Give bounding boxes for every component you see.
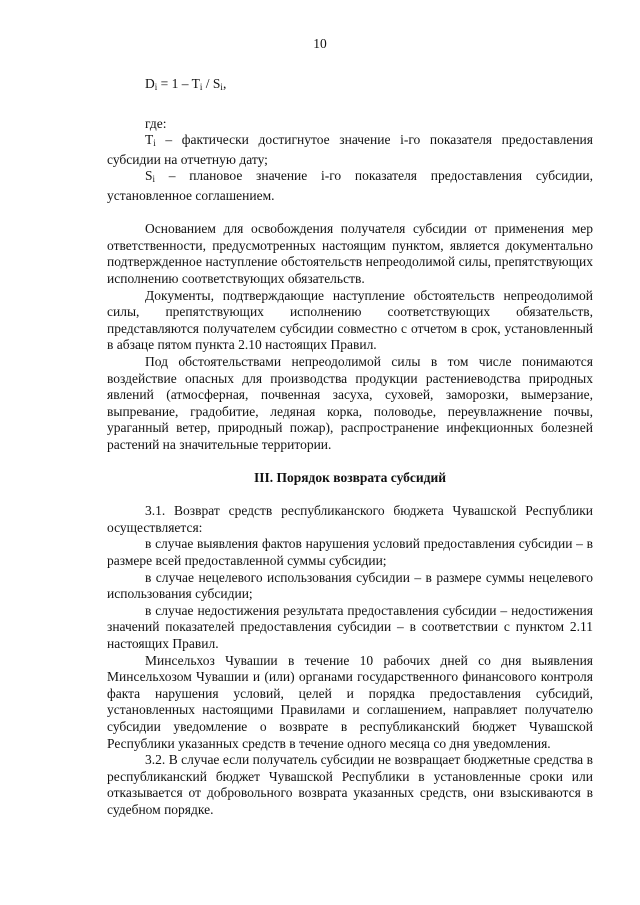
section-heading: III. Порядок возврата субсидий bbox=[253, 470, 447, 486]
symbol-subscript: i bbox=[152, 174, 156, 185]
spacer bbox=[107, 487, 593, 504]
formula-part: / S bbox=[202, 76, 221, 91]
where-label: где: bbox=[145, 115, 167, 131]
paragraph: 3.2. В случае если получатель субсидии не возвращает бюджетные средства в республиканский бюджет Чувашской Республики в установленные сроки или отказывается от добровольного возврата указанных средств, они взыскиваются в судебном порядке. bbox=[107, 752, 593, 817]
paragraph: в случае недостижения результата предоставления субсидии – недостижения значений показателей предоставления субсидии – в соответствии с пунктом 2.11 настоящих Правил. bbox=[107, 602, 593, 651]
formula-part: = 1 – T bbox=[157, 76, 200, 91]
symbol: S bbox=[145, 168, 153, 184]
document-body bbox=[107, 76, 593, 819]
paragraph: Под обстоятельствами непреодолимой силы в том числе понимаются воздействие опасных для производства продукции растениеводства природных явлений (атмосферная, почвенная засуха, суховей, заморозки, вымерзание, выпревание, градобитие, ледяная корка, половодье, переувлажнение почвы, ураганный ветер, природный пожар), распространение инфекционных болезней растений на значительные территории. bbox=[107, 353, 593, 452]
formula-subscript: i bbox=[154, 82, 158, 92]
symbol: T bbox=[145, 132, 154, 148]
definition-t bbox=[107, 132, 593, 168]
definition-text: – плановое значение i-го показателя предоставления субсидии, установленное соглашением. bbox=[107, 168, 593, 203]
paragraph: Документы, подтверждающие наступление обстоятельств непреодолимой силы, препятствующих исполнению соответствующих обязательств, представляются получателем субсидии совместно с отчетом в срок, установленный в абзаце пятом пункта 2.10 настоящих Правил. bbox=[107, 287, 593, 353]
paragraph: Минсельхоз Чувашии в течение 10 рабочих дней со дня выявления Минсельхозом Чувашии и (или) органами государственного финансового контроля факта нарушения условий, целей и порядка предоставления субсидий, установленных настоящими Правилами и соглашением, направляет получателю субсидии уведомление о возврате в республиканский бюджет Чувашской Республики указанных средств в течение одного месяца со дня уведомления. bbox=[107, 652, 593, 751]
spacer bbox=[107, 205, 593, 222]
paragraph: Основанием для освобождения получателя субсидии от применения мер ответственности, предусмотренных настоящим пунктом, является документально подтвержденное наступление обстоятельств непреодолимой силы, препятствующих исполнению соответствующих обязательств. bbox=[107, 221, 593, 286]
formula-subscript: i bbox=[220, 82, 223, 92]
definition-text: – фактически достигнутое значение i-го показателя предоставления субсидии на отчетную дату; bbox=[107, 132, 593, 167]
formula-part: , bbox=[222, 76, 227, 91]
formula-subscript: i bbox=[199, 82, 203, 92]
page-number: 10 bbox=[313, 36, 327, 51]
paragraph: в случае нецелевого использования субсидии – в размере суммы нецелевого использования субсидии; bbox=[107, 569, 593, 602]
formula bbox=[145, 76, 593, 96]
paragraph: 3.1. Возврат средств республиканского бюджета Чувашской Республики осуществляется: bbox=[107, 503, 593, 535]
paragraph: в случае выявления фактов нарушения условий предоставления субсидии – в размере всей предоставленной суммы субсидии; bbox=[107, 536, 593, 569]
spacer bbox=[107, 453, 593, 470]
symbol-subscript: i bbox=[153, 138, 156, 149]
formula-part: D bbox=[145, 76, 155, 91]
definition-s bbox=[107, 168, 593, 204]
